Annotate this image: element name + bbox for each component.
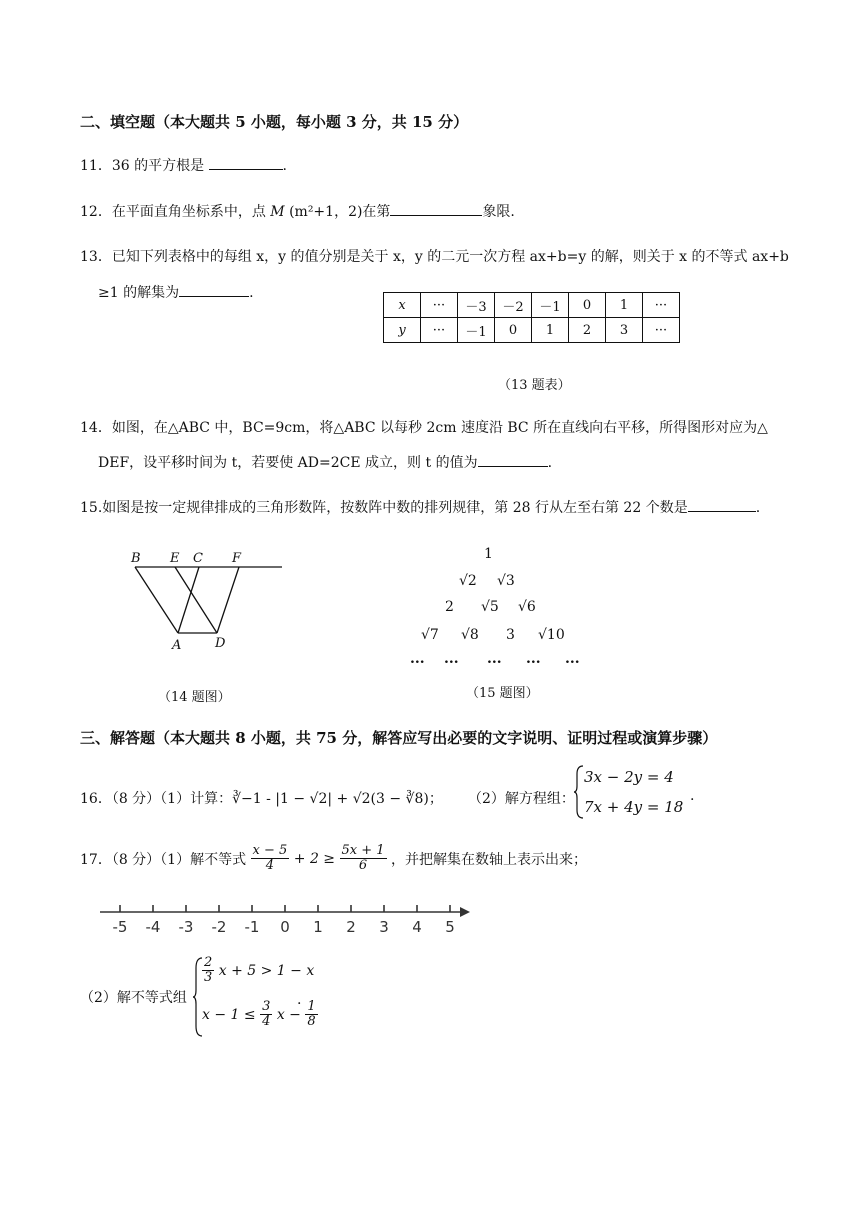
point-label: M [270,204,285,220]
point-label-B: B [131,551,141,566]
fraction [260,1000,272,1030]
denominator: 3 [204,970,213,986]
triangle-entry: √8 [461,627,479,643]
question-text: ≥1 的解集为 [98,285,180,301]
expression: ∛−1 - |1 − √2| + √2(3 − ∛8)； [232,791,443,807]
denominator: 4 [265,858,275,874]
triangle-entry: √5 [481,599,499,615]
question-text: 如图，在△ABC 中，BC=9cm，将△ABC 以每秒 2cm 速度沿 BC 所在直线向右平移，所得图形对应为△ [111,420,768,436]
question-number: 15. [80,500,103,516]
question-number: 12． [80,204,112,220]
triangle-ellipsis: ... [410,651,425,667]
number-line-tick-label: -5 [112,918,128,936]
period: . [282,158,287,174]
fraction [251,844,290,874]
triangle-ellipsis: ... [565,651,580,667]
inequality-text: x − [276,1006,301,1023]
number-line-tick-label: 2 [346,918,356,936]
triangle-entry: 3 [506,627,515,643]
period: . [297,992,302,1008]
equation-2: 7x + 4y = 18 [584,798,684,816]
period: . [249,285,254,301]
triangle-entry: √6 [518,599,536,615]
question-number: 11． [80,158,112,174]
number-line-tick-label: 5 [445,918,455,936]
fraction [305,1000,317,1030]
period: . [755,500,761,516]
inequality-text: x − 1 ≤ [202,1006,256,1023]
table-cell: －2 [495,293,532,318]
question-text: 已知下列表格中的每组 x，y 的值分别是关于 x，y 的二元一次方程 ax+b=y 的解，则关于 x 的不等式 ax+b [111,249,789,265]
answer-blank[interactable] [390,201,482,216]
numerator: 5x + 1 [341,843,385,858]
question-13-line1 [80,246,789,266]
question-text: 如图是按一定规律排成的三角形数阵，按数阵中数的排列规律，第 28 行从左至右第 22 个数是 [102,500,688,516]
number-line-arrow [460,907,470,917]
point-label-C: C [193,551,203,566]
table-cell: －3 [458,293,495,318]
point-label-A: A [172,638,182,653]
question-17-part1 [80,844,587,874]
question-14-line1 [80,417,768,437]
triangle-entry: 2 [445,599,454,615]
question-text: ，并把解集在数轴上表示出来； [390,851,587,868]
table-cell: 0 [495,318,532,343]
equation-1: 3x − 2y = 4 [584,768,674,786]
table-cell: ··· [421,293,458,318]
period: . [690,788,695,804]
point-label-E: E [170,551,180,566]
table-13 [383,292,680,343]
numerator: 2 [204,955,213,970]
question-number: 17．（8 分）（1）解不等式 [80,851,247,868]
question-number: 13． [80,249,112,265]
triangle-entry: √7 [421,627,439,643]
table-cell: 0 [569,293,606,318]
table-cell: ··· [643,293,680,318]
denominator: 4 [262,1014,271,1030]
number-line-tick-label: -4 [145,918,161,936]
section-title-solutions: 三、解答题（本大题共 8 小题，共 75 分，解答应写出必要的文字说明、证明过程或演算步骤） [80,729,718,747]
question-14-line2 [98,452,552,472]
operator: + 2 ≥ [293,850,336,867]
triangle-entry: 1 [484,546,493,562]
number-line-tick-label: -3 [178,918,194,936]
triangle-ellipsis: ... [444,651,459,667]
triangle-ellipsis: ... [487,651,502,667]
fraction [340,844,387,874]
question-13-line2 [98,282,254,302]
point-coordinates: (m²+1，2)在第 [289,204,391,220]
triangle-ellipsis: ... [526,651,541,667]
table-row-x [384,293,680,318]
numerator: 1 [307,999,316,1014]
figure-14-caption: （14 题图） [158,690,231,705]
question-12 [80,201,515,221]
table-cell: ··· [421,318,458,343]
point-label-F: F [232,551,242,566]
denominator: 8 [307,1014,316,1030]
system-brace [574,764,584,820]
number-line-tick-label: 0 [280,918,290,936]
section-title-fill-blank: 二、填空题（本大题共 5 小题，每小题 3 分，共 15 分） [80,113,469,131]
question-text: 36 的平方根是 [111,158,205,174]
segment-BA [135,567,178,633]
number-line-tick-label: 4 [412,918,422,936]
number-line [98,900,474,940]
table-13-caption: （13 题表） [498,378,571,393]
triangle-entry: √10 [538,627,565,643]
question-16-part1 [80,788,443,808]
inequality-1 [202,956,314,986]
question-number: 14． [80,420,112,436]
table-cell: x [384,293,421,318]
table-cell: －1 [532,293,569,318]
period: . [547,455,553,471]
answer-blank[interactable] [209,155,283,170]
answer-blank[interactable] [179,282,249,297]
question-number: 16．（8 分）（1）计算： [80,791,233,807]
table-cell: ··· [643,318,680,343]
numerator: 3 [262,999,271,1014]
figure-14-diagram [120,545,290,655]
inequality-text: x + 5 > 1 − x [218,962,315,979]
question-text: DEF，设平移时间为 t，若要使 AD=2CE 成立，则 t 的值为 [98,455,478,471]
question-17-part2-label: （2）解不等式组 [80,990,187,1006]
denominator: 6 [358,858,368,874]
answer-blank[interactable] [478,452,548,467]
answer-blank[interactable] [688,497,756,512]
number-line-tick-label: -1 [244,918,260,936]
number-line-tick-label: 3 [379,918,389,936]
question-text-end: 象限. [482,204,515,220]
numerator: x − 5 [252,843,288,858]
table-cell: y [384,318,421,343]
question-11 [80,155,287,175]
table-cell: 1 [606,293,643,318]
number-line-tick-label: -2 [211,918,227,936]
table-cell: －1 [458,318,495,343]
triangle-entry: √3 [497,573,515,589]
number-line-tick-label: 1 [313,918,323,936]
fraction [202,956,214,986]
table-cell: 2 [569,318,606,343]
question-text: 在平面直角坐标系中，点 [111,204,266,220]
question-15 [80,497,760,517]
triangle-entry: √2 [459,573,477,589]
table-row-y [384,318,680,343]
question-16-part2-label: （2）解方程组： [468,791,575,807]
table-cell: 3 [606,318,643,343]
figure-15-caption: （15 题图） [466,686,539,701]
table-cell: 1 [532,318,569,343]
point-label-D: D [215,636,226,651]
segment-FD [217,567,239,633]
